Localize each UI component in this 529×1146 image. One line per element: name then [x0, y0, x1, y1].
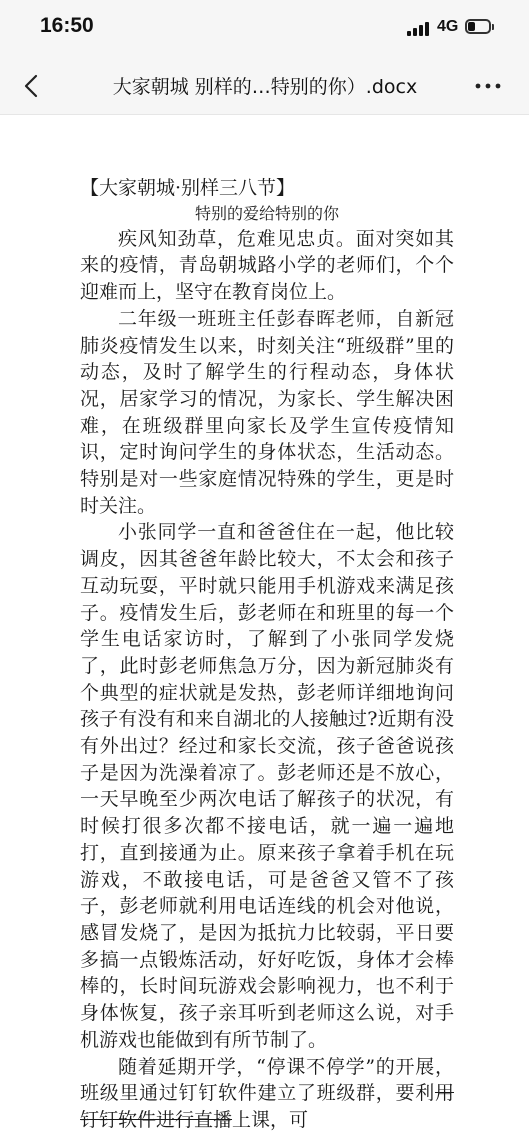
strikethrough-text: 用钉钉软件进行直播: [80, 1082, 454, 1131]
paragraph-text: 上课，可: [232, 1108, 309, 1131]
nav-bar: [0, 58, 529, 115]
chevron-left-icon[interactable]: [20, 72, 44, 100]
paragraph: 疾风知劲草，危难见忠贞。面对突如其来的疫情，青岛朝城路小学的老师们，个个迎难而上，坚守在教育岗位上。: [80, 227, 454, 304]
paragraph: 二年级一班班主任彭春晖老师，自新冠肺炎疫情发生以来，时刻关注“班级群”里的动态，及时了解学生的行程动态，身体状况，居家学习的情况，为家长、学生解决困难，在班级群里向家长及学生宣传疫情知识，定时询问学生的身体状态，生活动态。特别是对一些家庭情况特殊的学生，更是时时关注。: [80, 307, 454, 517]
paragraph-text: 随着延期开学，“停课不停学”的开展，班级里通过钉钉软件建立了班级群，要利: [80, 1055, 454, 1105]
doc-heading: 【大家朝城·别样三八节】: [80, 177, 296, 199]
network-label: 4G: [437, 18, 459, 35]
paragraph: 小张同学一直和爸爸住在一起，他比较调皮，因其爸爸年龄比较大，不太会和孩子互动玩耍，平时就只能用手机游戏来满足孩子。疫情发生后，彭老师在和班里的每一个学生电话家访时，了解到了小张同学发烧了，此时彭老师焦急万分，因为新冠肺炎有个典型的症状就是发热，彭老师详细地询问孩子有没有和来自湖北的人接触过?近期有没有外出过？经过和家长交流，孩子爸爸说孩子是因为洗澡着凉了。彭老师还是不放心，一天早晚至少两次电话了解孩子的状况，有时候打很多次都不接电话，就一遍一遍地打，直到接通为止。原来孩子拿着手机在玩游戏，不敢接电话，可是爸爸又管不了孩子，彭老师就利用电话连线的机会对他说，感冒发烧了，是因为抵抗力比较弱，平日要多搞一点锻炼活动，好好吃饭，身体才会棒棒的，长时间玩游戏会影响视力，也不利于身体恢复，孩子亲耳听到老师这么说，对手机游戏也能做到有所节制了。: [80, 521, 454, 1051]
doc-subheading: 特别的爱给特别的你: [194, 203, 339, 223]
battery-icon: [465, 19, 495, 36]
more-dots-icon[interactable]: [466, 72, 510, 100]
signal-icon: [407, 22, 431, 36]
document-body: [80, 175, 454, 1134]
status-bar: [0, 0, 529, 58]
document-page[interactable]: [0, 115, 529, 1146]
document-title: 大家朝城 别样的…特别的你）.docx: [112, 76, 418, 98]
paragraph-last: [80, 1054, 454, 1134]
battery-level: [468, 22, 475, 31]
status-time: 16:50: [40, 14, 94, 37]
